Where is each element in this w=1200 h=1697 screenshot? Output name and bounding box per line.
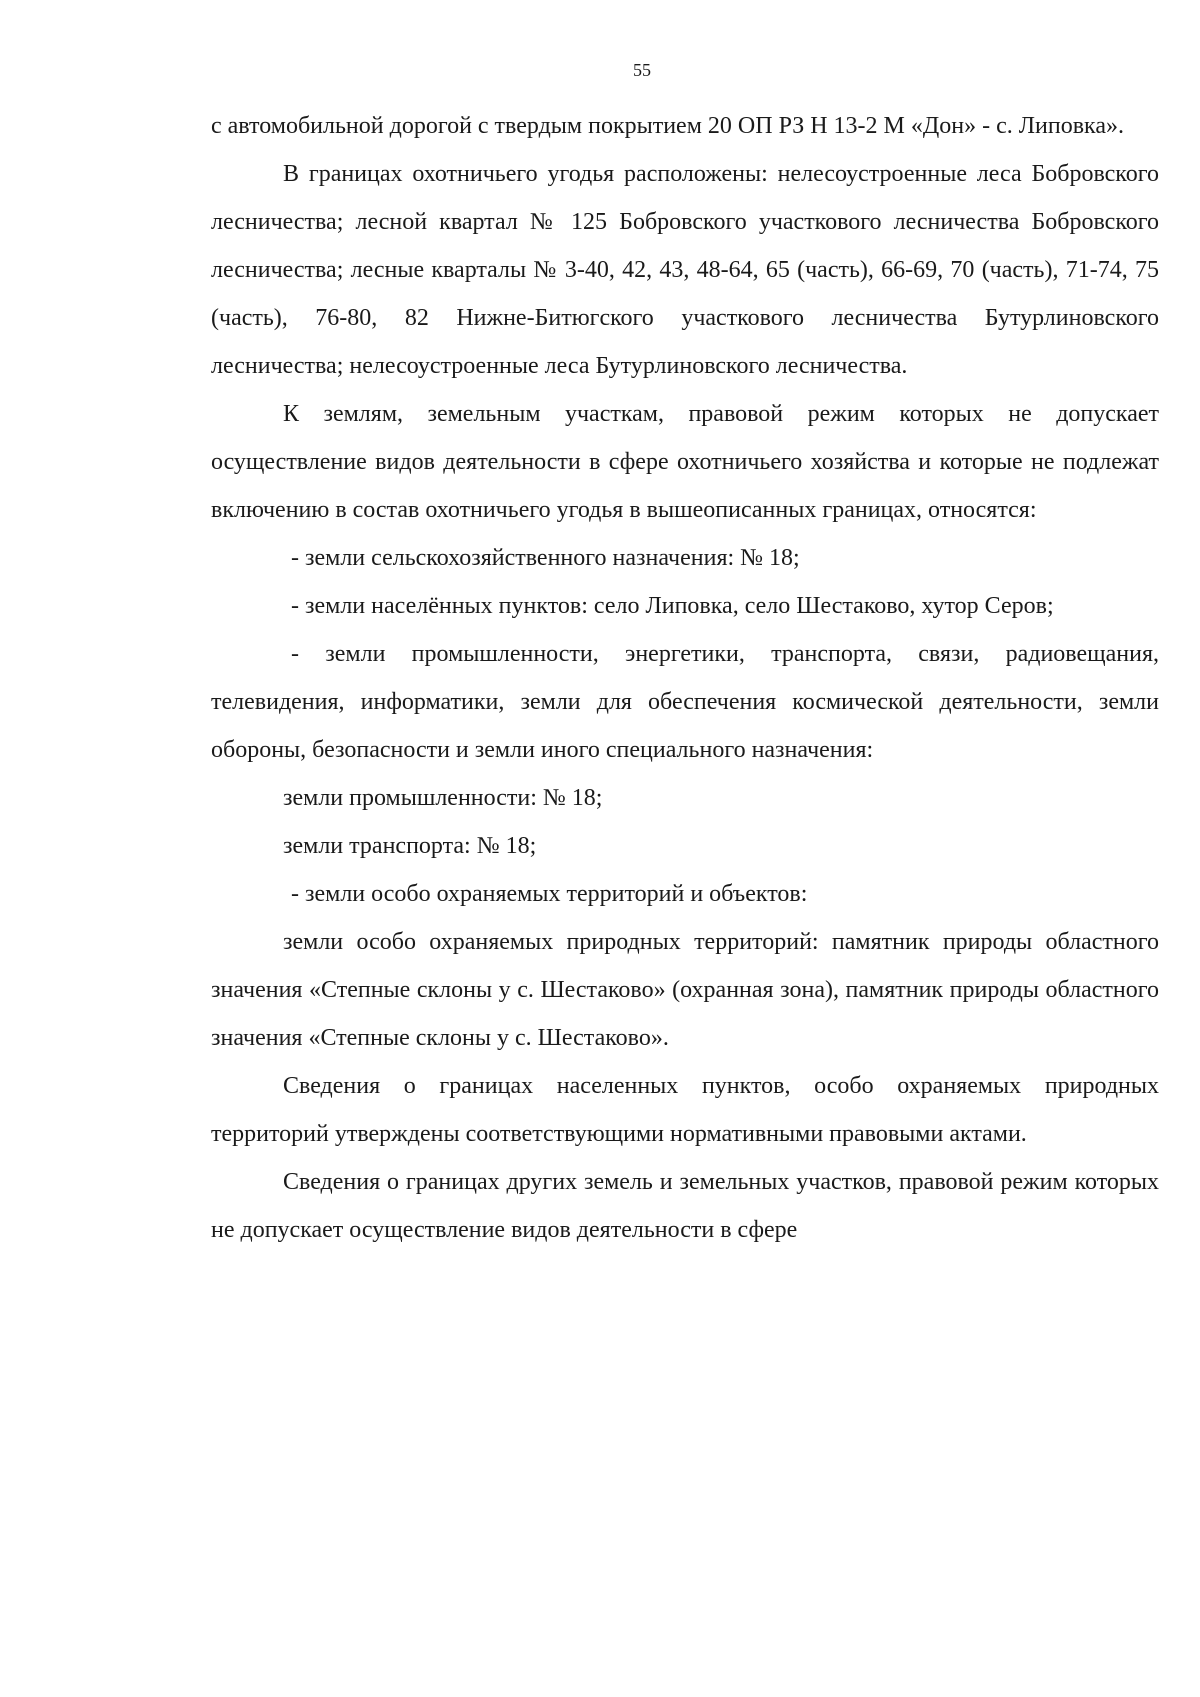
list-item-agricultural-lands: - земли сельскохозяйственного назначения: № 18; [291,545,800,571]
list-item-industrial-lands: - земли промышленности, энергетики, транспорта, связи, радиовещания, телевидения, информатики, земли для обеспечения космической деятельности, земли обороны, безопасности и земли иного специального назначения: [211,641,1159,763]
list-item-settlement-lands: - земли населённых пунктов: село Липовка, село Шестаково, хутор Серов; [291,593,1054,619]
sub-item-transport: земли транспорта: № 18; [283,833,537,859]
sub-item-protected-natural-territories: земли особо охраняемых природных территорий: памятник природы областного значения «Степные склоны у с. Шестаково» (охранная зона), памятник природы областного значения «Степные склоны у с. Шестаково». [211,929,1159,1051]
page-number: 55 [633,60,651,80]
list-item-protected-lands: - земли особо охраняемых территорий и объектов: [291,881,808,907]
paragraph-excluded-lands-intro: К землям, земельным участкам, правовой режим которых не допускает осуществление видов деятельности в сфере охотничьего хозяйства и которые не подлежат включению в состав охотничьего угодья в вышеописанных границах, относятся: [211,401,1159,523]
sub-item-industry: земли промышленности: № 18; [283,785,603,811]
paragraph-continuation: с автомобильной дорогой с твердым покрытием 20 ОП РЗ Н 13-2 М «Дон» - с. Липовка». [211,113,1124,139]
document-body [211,102,1159,1254]
paragraph-boundaries-approved: Сведения о границах населенных пунктов, особо охраняемых природных территорий утверждены соответствующими нормативными правовыми актами. [211,1073,1159,1147]
paragraph-hunting-ground-boundaries: В границах охотничьего угодья расположены: нелесоустроенные леса Бобровского лесничества; лесной квартал № 125 Бобровского участкового лесничества Бобровского лесничества; лесные кварталы № 3-40, 42, 43, 48-64, 65 (часть), 66-69, 70 (часть), 71-74, 75 (часть), 76-80, 82 Нижне-Битюгского участкового лесничества Бутурлиновского лесничества; нелесоустроенные леса Бутурлиновского лесничества. [211,161,1159,379]
paragraph-other-lands-boundaries: Сведения о границах других земель и земельных участков, правовой режим которых не допускает осуществление видов деятельности в сфере [211,1169,1159,1243]
